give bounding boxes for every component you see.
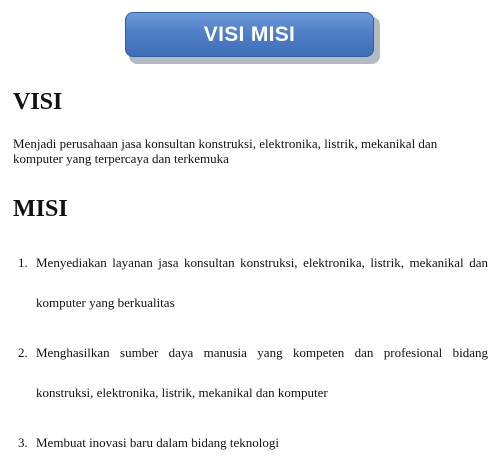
- misi-heading: MISI: [13, 196, 68, 222]
- misi-item-3: [18, 423, 488, 463]
- visi-text: Menjadi perusahaan jasa konsultan konstruksi, elektronika, listrik, mekanikal dan komputer yang terpercaya dan terkemuka: [13, 136, 438, 166]
- visi-heading: VISI: [13, 89, 63, 115]
- misi-item-number: 3.: [18, 435, 28, 450]
- misi-list: [18, 243, 488, 463]
- misi-item-2: [18, 333, 488, 413]
- misi-item-1: [18, 243, 488, 323]
- title-banner: [125, 12, 380, 64]
- misi-item-number: 2.: [18, 345, 28, 360]
- banner-title: VISI MISI: [203, 22, 296, 46]
- misi-item-number: 1.: [18, 255, 28, 270]
- misi-item-text: Menyediakan layanan jasa konsultan konstruksi, elektronika, listrik, mekanikal dan komputer yang berkualitas: [36, 255, 488, 310]
- banner-box: [125, 12, 374, 57]
- misi-item-text: Membuat inovasi baru dalam bidang teknologi: [36, 435, 279, 450]
- misi-item-text: Menghasilkan sumber daya manusia yang kompeten dan profesional bidang konstruksi, elektronika, listrik, mekanikal dan komputer: [36, 345, 488, 400]
